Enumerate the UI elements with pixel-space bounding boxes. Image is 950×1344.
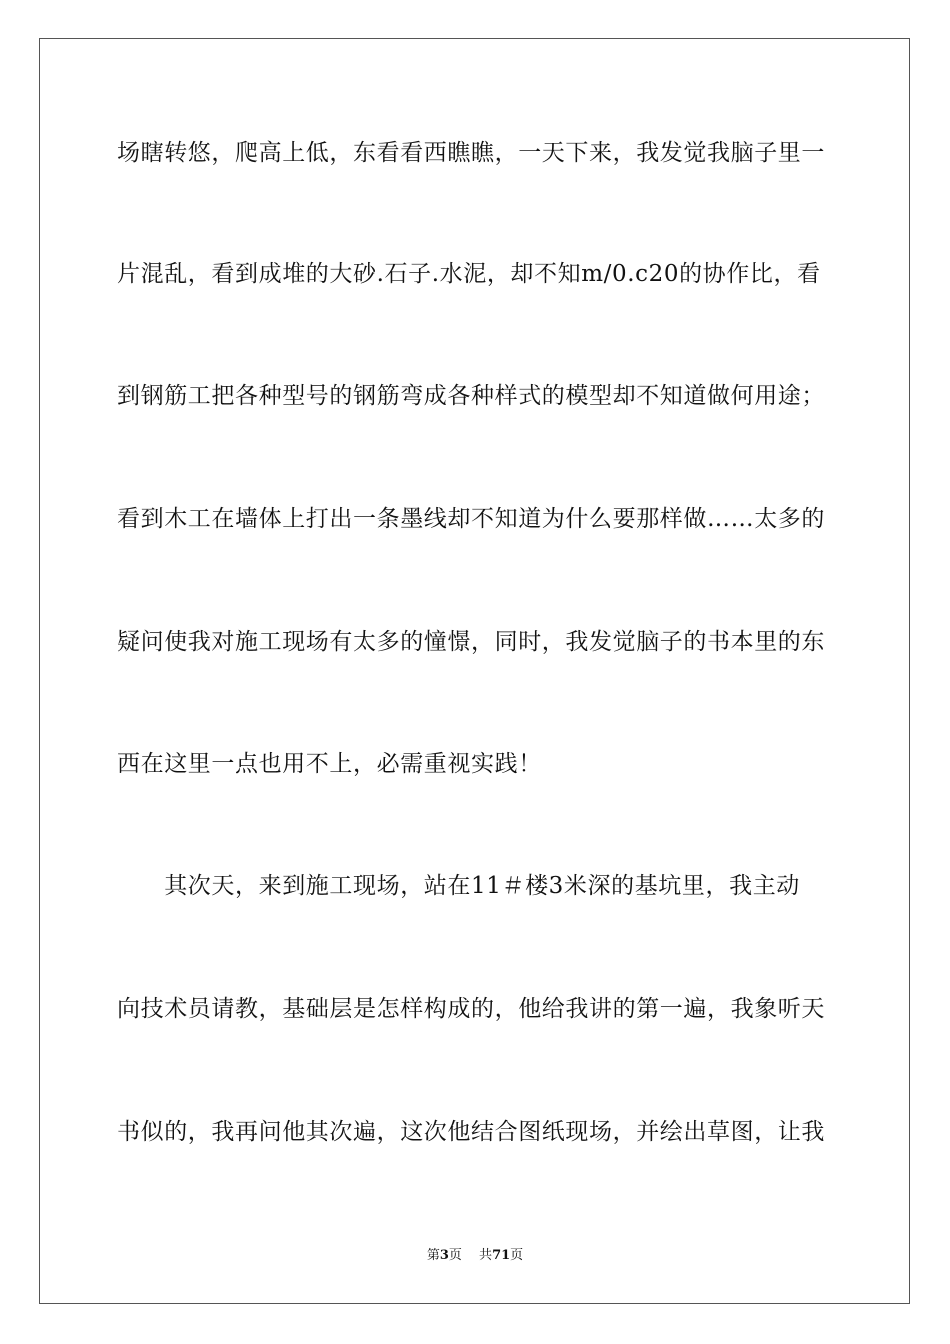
page-footer bbox=[0, 1247, 950, 1265]
total-suffix: 页 bbox=[510, 1248, 524, 1263]
page-border bbox=[39, 38, 910, 1304]
text-line-4: 看到木工在墙体上打出一条墨线却不知道为什么要那样做……太多的 bbox=[117, 506, 825, 532]
text-line-3: 到钢筋工把各种型号的钢筋弯成各种样式的模型却不知道做何用途； bbox=[117, 383, 825, 409]
total-pages: 71 bbox=[492, 1248, 511, 1263]
page-suffix: 页 bbox=[448, 1248, 462, 1263]
text-line-9: 书似的，我再问他其次遍，这次他结合图纸现场，并绘出草图，让我 bbox=[117, 1119, 825, 1145]
text-line-5: 疑问使我对施工现场有太多的憧憬，同时，我发觉脑子的书本里的东 bbox=[117, 629, 825, 655]
text-line-2: 片混乱，看到成堆的大砂.石子.水泥，却不知m/0.c20的协作比，看 bbox=[117, 261, 821, 287]
page-prefix: 第 bbox=[426, 1248, 440, 1263]
text-line-7: 其次天，来到施工现场，站在11＃楼3米深的基坑里，我主动 bbox=[117, 873, 800, 899]
total-prefix: 共 bbox=[479, 1248, 493, 1263]
text-line-6: 西在这里一点也用不上，必需重视实践！ bbox=[117, 751, 542, 777]
page-number: 3 bbox=[439, 1248, 449, 1263]
text-line-8: 向技术员请教，基础层是怎样构成的，他给我讲的第一遍，我象听天 bbox=[117, 996, 825, 1022]
text-line-1: 场瞎转悠，爬高上低，东看看西瞧瞧，一天下来，我发觉我脑子里一 bbox=[117, 140, 825, 166]
